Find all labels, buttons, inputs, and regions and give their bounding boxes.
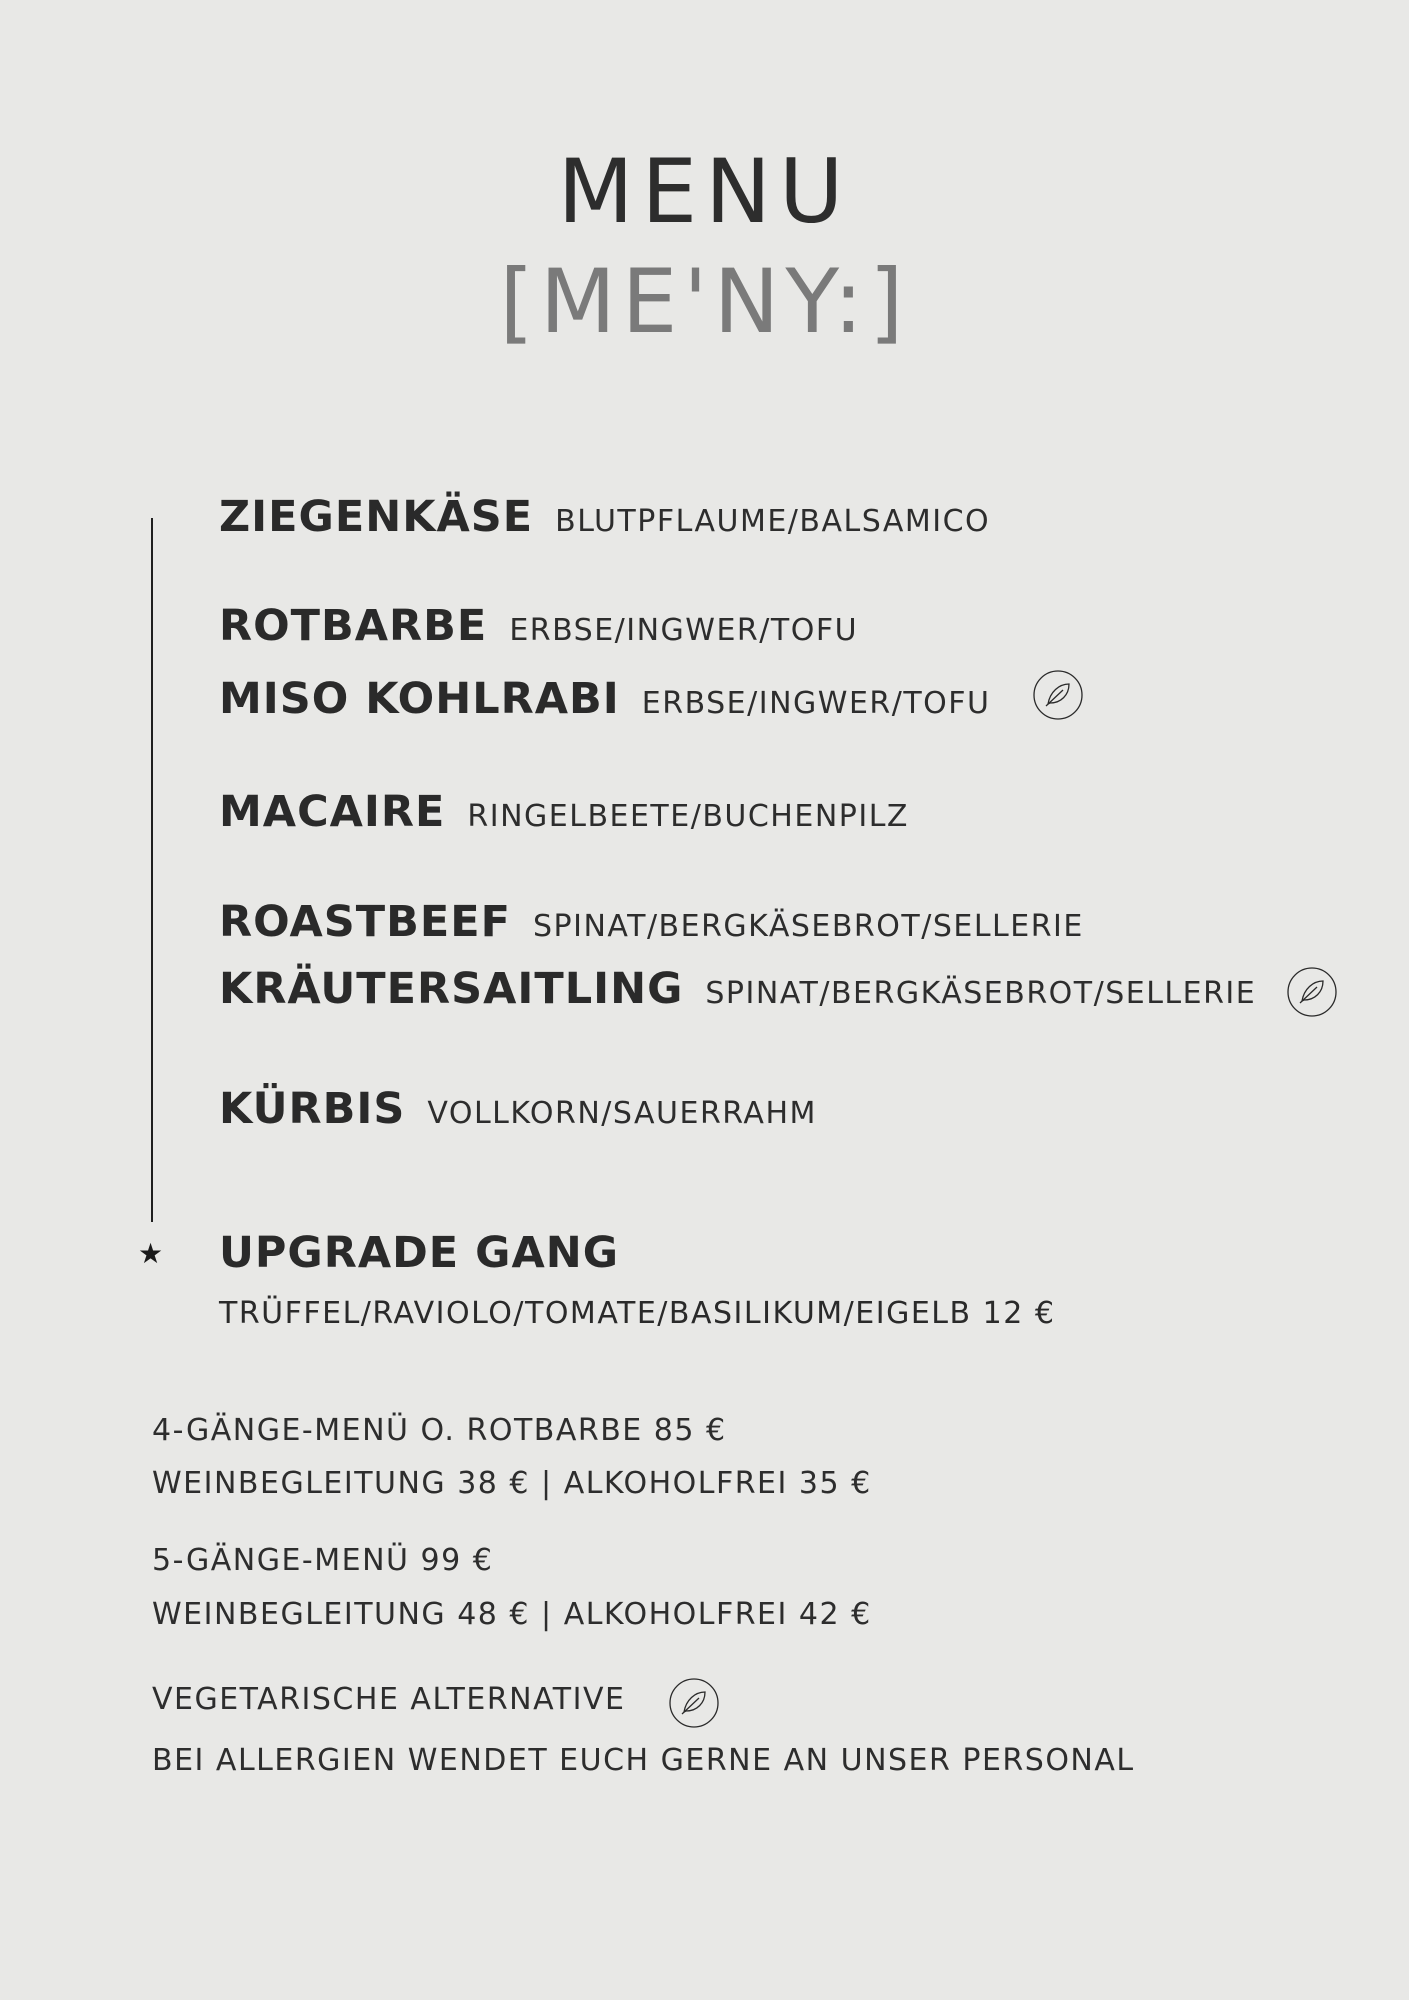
course-description: BLUTPFLAUME/BALSAMICO — [555, 504, 991, 539]
allergy-note: BEI ALLERGIEN WENDET EUCH GERNE AN UNSER PERSONAL — [152, 1743, 1135, 1778]
menu-4-pairing-price: WEINBEGLEITUNG 38 € | ALKOHOLFREI 35 € — [152, 1466, 872, 1501]
leaf-icon — [1287, 967, 1337, 1017]
menu-5-pairing-price: WEINBEGLEITUNG 48 € | ALKOHOLFREI 42 € — [152, 1597, 872, 1632]
course-item-vegetarian — [219, 674, 991, 724]
leaf-icon — [1033, 670, 1083, 720]
course-name: MISO KOHLRABI — [219, 674, 620, 724]
course-item — [219, 601, 859, 651]
course-description: ERBSE/INGWER/TOFU — [509, 613, 859, 648]
course-item — [219, 492, 991, 542]
leaf-icon — [669, 1678, 719, 1728]
course-item-vegetarian — [219, 964, 1257, 1014]
course-timeline-line — [151, 518, 153, 1222]
course-name: MACAIRE — [219, 787, 446, 837]
vegetarian-note: VEGETARISCHE ALTERNATIVE — [152, 1682, 626, 1717]
page-title: MENU — [557, 140, 852, 243]
course-description: RINGELBEETE/BUCHENPILZ — [467, 799, 909, 834]
course-description: ERBSE/INGWER/TOFU — [641, 686, 991, 721]
course-name: ROTBARBE — [219, 601, 488, 651]
course-name: KÜRBIS — [219, 1084, 406, 1134]
upgrade-course-description: TRÜFFEL/RAVIOLO/TOMATE/BASILIKUM/EIGELB 12 € — [219, 1296, 1056, 1331]
upgrade-course-title: UPGRADE GANG — [219, 1228, 620, 1278]
course-name: ROASTBEEF — [219, 897, 511, 947]
course-item — [219, 787, 909, 837]
course-description: VOLLKORN/SAUERRAHM — [427, 1096, 817, 1131]
star-icon: ★ — [138, 1237, 164, 1270]
menu-5-price: 5-GÄNGE-MENÜ 99 € — [152, 1543, 494, 1578]
phonetic-transcription: [ME'NY:] — [499, 250, 910, 353]
course-item — [219, 1084, 817, 1134]
course-description: SPINAT/BERGKÄSEBROT/SELLERIE — [705, 976, 1257, 1011]
course-description: SPINAT/BERGKÄSEBROT/SELLERIE — [533, 909, 1084, 944]
course-name: KRÄUTERSAITLING — [219, 964, 684, 1014]
course-name: ZIEGENKÄSE — [219, 492, 534, 542]
course-item — [219, 897, 1084, 947]
menu-4-price: 4-GÄNGE-MENÜ O. ROTBARBE 85 € — [152, 1413, 727, 1448]
